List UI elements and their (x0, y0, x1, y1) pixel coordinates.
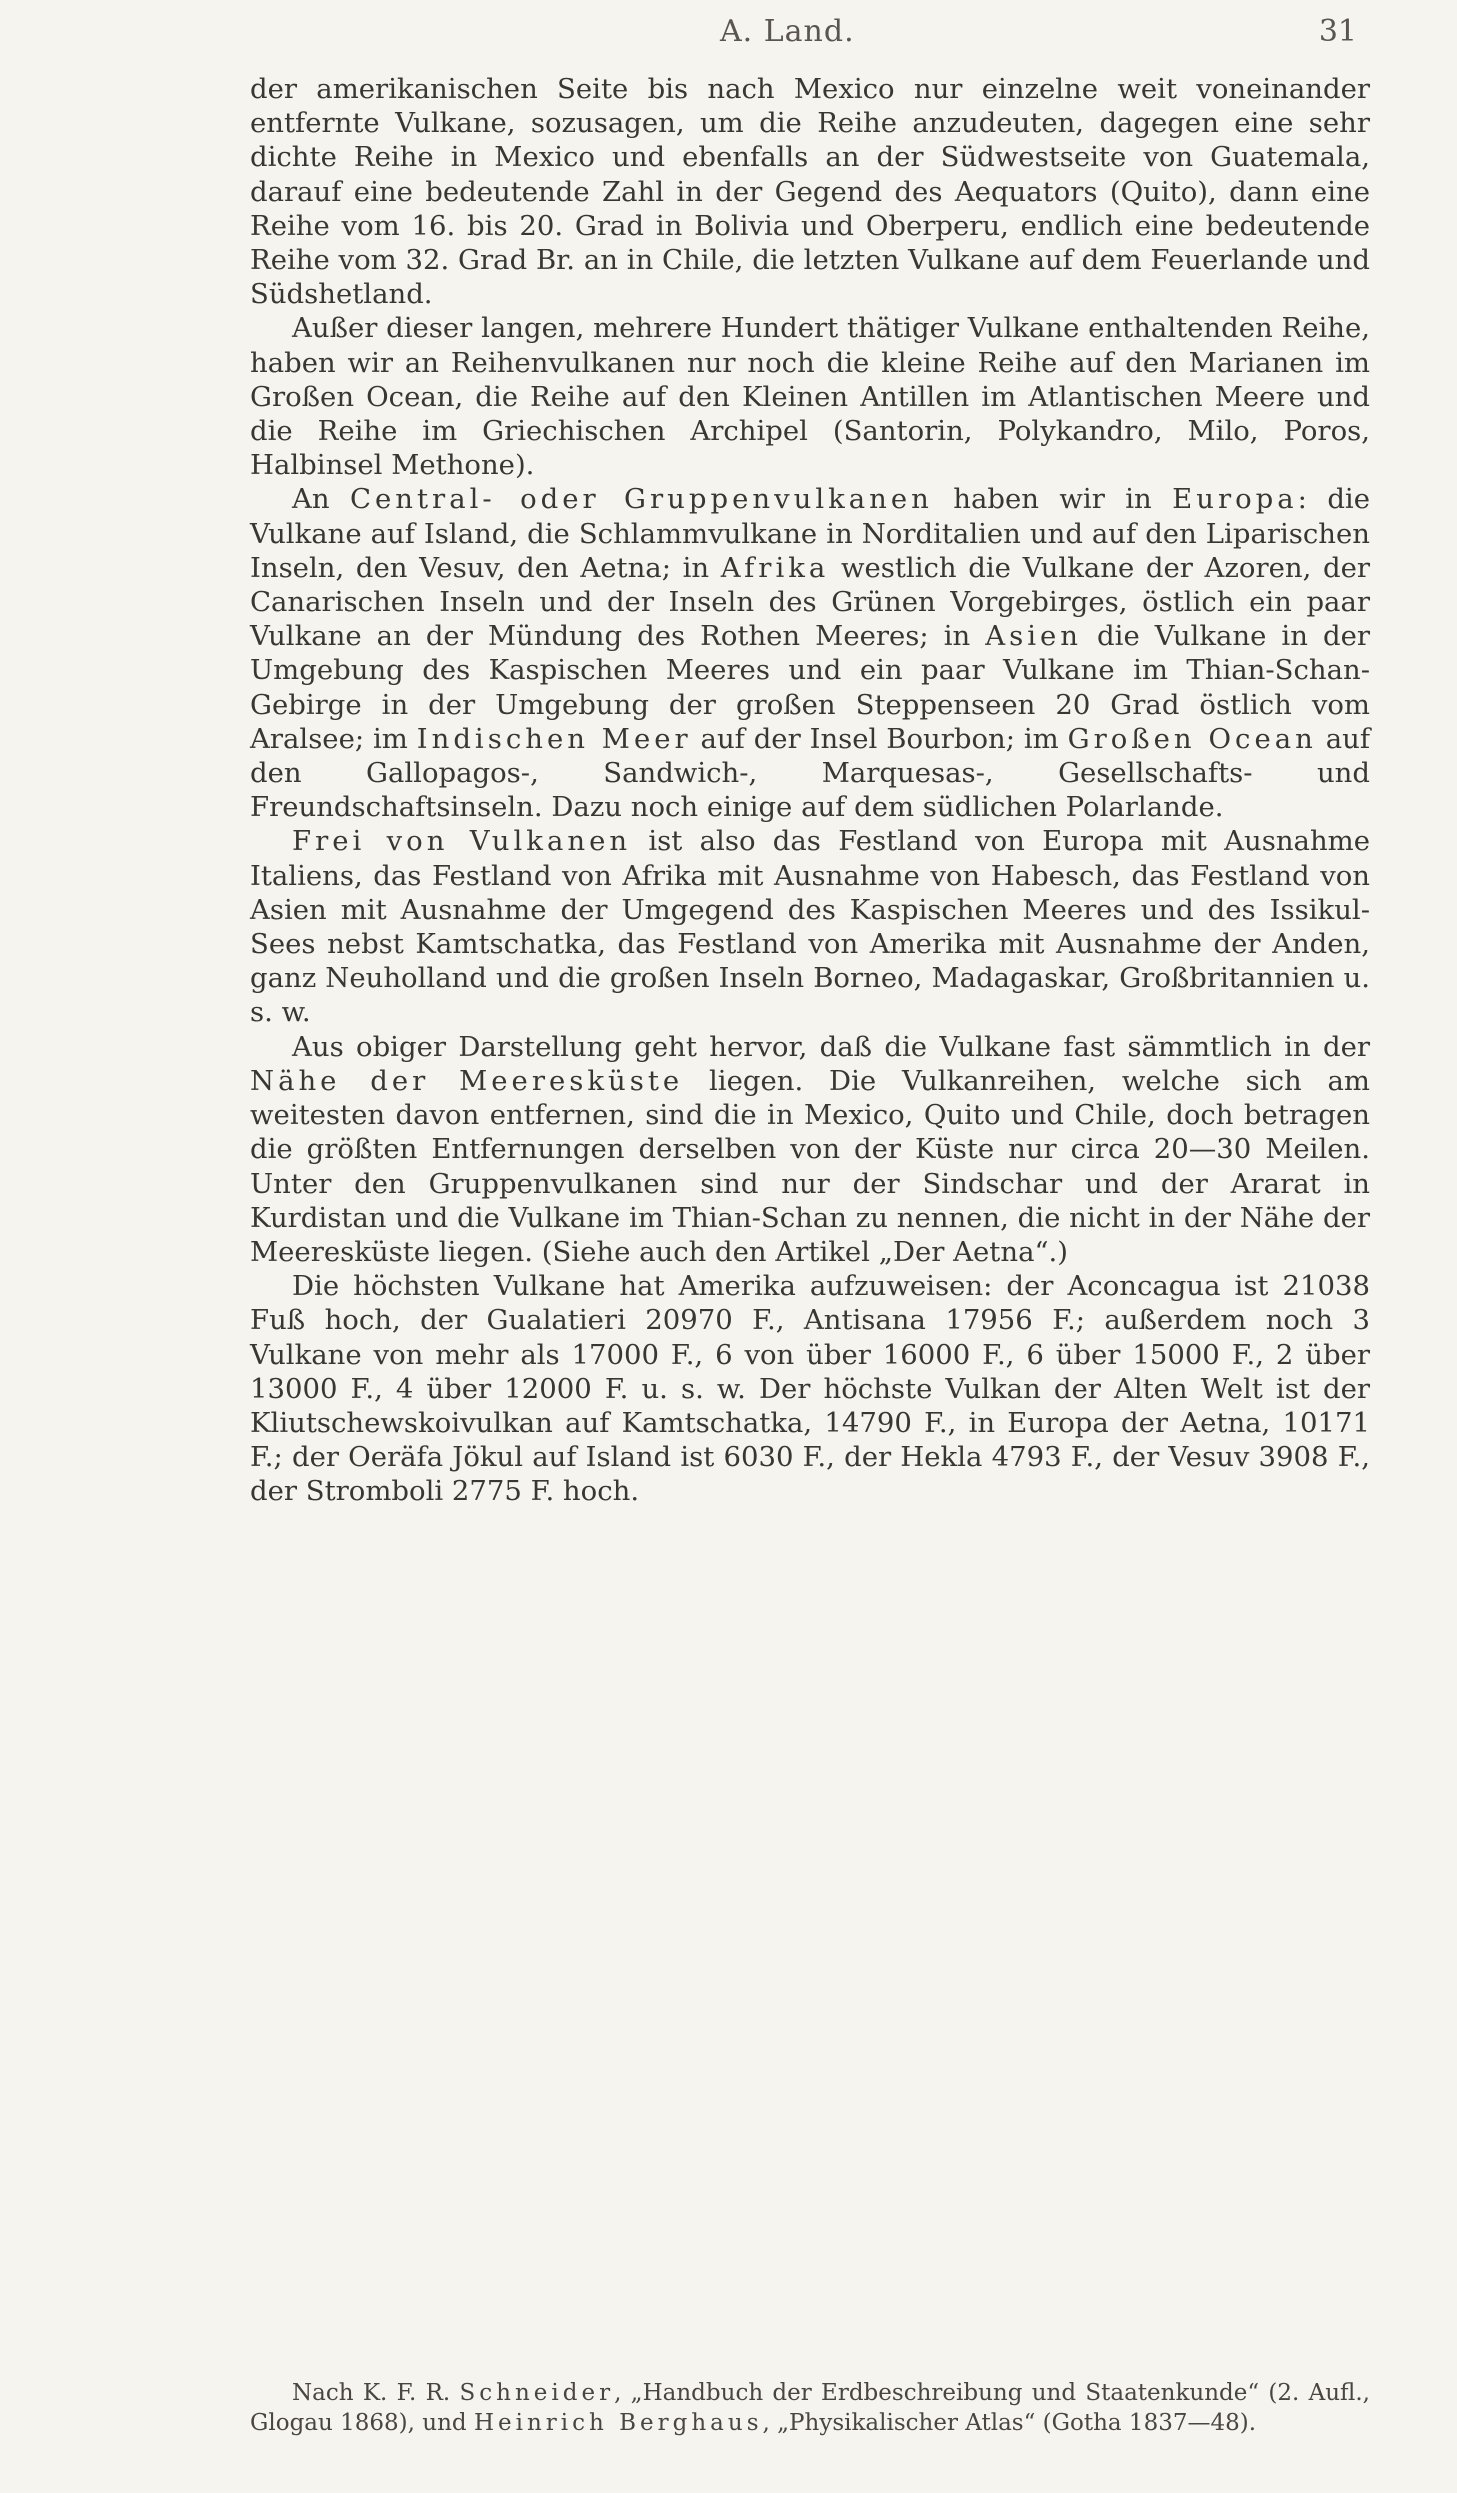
paragraph-4 (250, 824, 1370, 1029)
p3-text-d: westlich die Vulkane der Azoren, der Canarischen Inseln und der Inseln des Grünen Vorgebirges, östlich ein paar Vulkane an der Mündung des Rothen Meeres; in (250, 551, 1370, 653)
p3-text-b: haben wir in (932, 483, 1173, 516)
footnote-text-a: Nach K. F. R. (292, 2380, 460, 2406)
paragraph-2: Außer dieser langen, mehrere Hundert thätiger Vulkane enthaltenden Reihe, haben wir an Reihenvulkanen nur noch die kleine Reihe auf den Marianen im Großen Ocean, die Reihe auf den Kleinen Antillen im Atlantischen Meere und die Reihe im Griechischen Archipel (Santorin, Polykandro, Milo, Poros, Halbinsel Methone). (250, 312, 1370, 482)
p3-text-c: : die Vulkane auf Island, die Schlammvulkane in Norditalien und auf den Liparischen Inseln, den Vesuv, den Aetna; in (250, 483, 1370, 584)
term-frei-von-vulkanen: Frei von Vulkanen (292, 825, 632, 858)
footnote-author-berghaus: Heinrich Berghaus (473, 2410, 763, 2436)
main-text (250, 72, 1370, 1509)
footnote-author-schneider: Schneider (459, 2380, 615, 2406)
p3-text-f: auf der Insel Bourbon; im (691, 722, 1068, 755)
term-grosser-ocean: Großen Ocean (1067, 722, 1317, 755)
p3-text-g: auf den Gallopagos-, Sandwich-, Marquesas-, Gesellschafts- und Freundschaftsinseln. Dazu noch einige auf dem südlichen Polarlande. (250, 722, 1371, 824)
page-header (250, 14, 1377, 64)
paragraph-5 (250, 1030, 1370, 1269)
paragraph-6: Die höchsten Vulkane hat Amerika aufzuweisen: der Aconcagua ist 21038 Fuß hoch, der Gualatieri 20970 F., Antisana 17956 F.; außerdem noch 3 Vulkane von mehr als 17000 F., 6 von über 16000 F., 6 über 15000 F., 2 über 13000 F., 4 über 12000 F. u. s. w. Der höchste Vulkan der Alten Welt ist der Kliutschewskoivulkan auf Kamtschatka, 14790 F., in Europa der Aetna, 10171 F.; der Oeräfa Jökul auf Island ist 6030 F., der Hekla 4793 F., der Vesuv 3908 F., der Stromboli 2775 F. hoch. (250, 1270, 1370, 1508)
p5-text-b: liegen. Die Vulkanreihen, welche sich am weitesten davon entfernen, sind die in Mexico, Quito und Chile, doch betragen die größten Entfernungen derselben von der Küste nur circa 20—30 Meilen. Unter den Gruppenvulkanen sind nur der Sindschar und der Ararat in Kurdistan und die Vulkane im Thian-Schan zu nennen, die nicht in der Nähe der Meeresküste liegen. (Siehe auch den Artikel „Der Aetna“.) (250, 1064, 1370, 1268)
p3-text-e: die Vulkane in der Umgebung des Kaspischen Meeres und ein paar Vulkane im Thian-Schan-Gebirge in der Umgebung der großen Steppenseen 20 Grad östlich vom Aralsee; im (250, 620, 1370, 755)
p4-text: ist also das Festland von Europa mit Ausnahme Italiens, das Festland von Afrika mit Ausnahme von Habesch, das Festland von Asien mit Ausnahme der Umgegend des Kaspischen Meeres und des Issikul-Sees nebst Kamtschatka, das Festland von Amerika mit Ausnahme der Anden, ganz Neuholland und die großen Inseln Borneo, Madagaskar, Großbritannien u. s. w. (250, 825, 1370, 1029)
page-number: 31 (1318, 14, 1357, 49)
term-europa: Europa (1172, 483, 1298, 516)
paragraph-3 (250, 482, 1370, 824)
term-afrika: Afrika (720, 551, 830, 584)
running-head: A. Land. (720, 14, 855, 49)
footnote-text-c: , „Physikalischer Atlas“ (Gotha 1837—48). (762, 2410, 1257, 2436)
term-asien: Asien (985, 620, 1083, 653)
footnote (250, 2378, 1370, 2438)
term-naehe-meereskueste: Nähe der Meeresküste (250, 1064, 684, 1097)
paragraph-1: der amerikanischen Seite bis nach Mexico nur einzelne weit voneinander entfernte Vulkane, sozusagen, um die Reihe anzudeuten, dagegen eine sehr dichte Reihe in Mexico und ebenfalls an der Südwestseite von Guatemala, darauf eine bedeutende Zahl in der Gegend des Aequators (Quito), dann eine Reihe vom 16. bis 20. Grad in Bolivia und Oberperu, endlich eine bedeutende Reihe vom 32. Grad Br. an in Chile, die letzten Vulkane auf dem Feuerlande und Südshetland. (250, 73, 1370, 311)
p5-text-a: Aus obiger Darstellung geht hervor, daß die Vulkane fast sämmtlich in der (292, 1030, 1370, 1063)
term-central-vulkane: Central- oder Gruppenvulkanen (349, 483, 933, 516)
footnote-text-b: , „Handbuch der Erdbeschreibung und Staatenkunde“ (2. Aufl., Glogau 1868), und (250, 2380, 1370, 2436)
p3-text-a: An (292, 483, 350, 516)
term-indisches-meer: Indischen Meer (416, 722, 692, 755)
